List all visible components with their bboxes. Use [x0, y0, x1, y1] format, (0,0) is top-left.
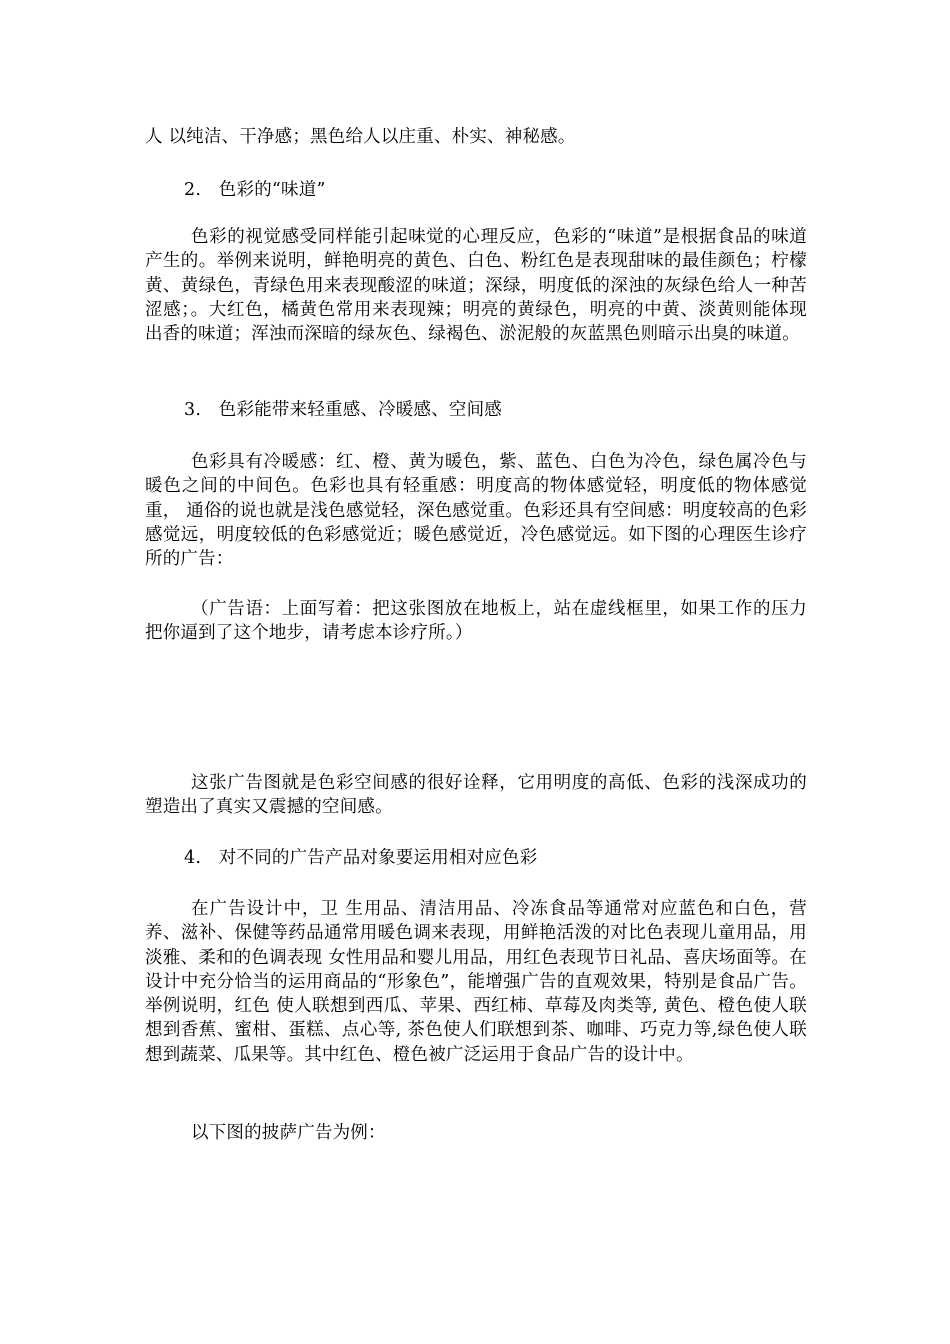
paragraph-color-taste: 色彩的视觉感受同样能引起味觉的心理反应，色彩的“味道”是根据食品的味道产生的。举例来说明，鲜艳明亮的黄色、白色、粉红色是表现甜味的最佳颜色；柠檬黄、黄绿色，青绿色用来表现酸涩的味道；深绿，明度低的深浊的灰绿色给人一种苦涩感；。大红色，橘黄色常用来表现辣；明亮的黄绿色，明亮的中黄、淡黄则能体现出香的味道；浑浊而深暗的绿灰色、绿褐色、淤泥般的灰蓝黑色则暗示出臭的味道。: [145, 227, 807, 345]
section-heading-3: 3. 色彩能带来轻重感、冷暖感、空间感: [184, 400, 502, 420]
section-heading-4: 4. 对不同的广告产品对象要运用相对应色彩: [184, 848, 538, 868]
paragraph-space-explanation: 这张广告图就是色彩空间感的很好诠释，它用明度的高低、色彩的浅深成功的塑造出了真实又震撼的空间感。: [145, 773, 807, 818]
section-heading-2: 2. 色彩的“味道”: [184, 180, 326, 200]
paragraph-color-temperature-weight-space: 色彩具有冷暖感：红、橙、黄为暖色，紫、蓝色、白色为冷色，绿色属冷色与暖色之间的中间色。色彩也具有轻重感：明度高的物体感觉轻，明度低的物体感觉重， 通俗的说也就是浅色感觉轻，深色感觉重。色彩还具有空间感：明度较高的色彩感觉远，明度较低的色彩感觉近；暖色感觉近，冷色感觉远。如下图的心理医生诊疗 所的广告：: [145, 452, 807, 570]
paragraph-ad-slogan: （广告语：上面写着：把这张图放在地板上，站在虚线框里，如果工作的压力把你逼到了这个地步，请考虑本诊疗所。）: [145, 599, 807, 644]
paragraph-pizza-example: 以下图的披萨广告为例：: [191, 1123, 386, 1143]
paragraph-product-colors: 在广告设计中，卫 生用品、清洁用品、冷冻食品等通常对应蓝色和白色，营养、滋补、保健等药品通常用暖色调来表现，用鲜艳活泼的对比色表现儿童用品，用淡雅、柔和的色调表现 女性用品和婴儿用品，用红色表现节日礼品、喜庆场面等。在设计中充分恰当的运用商品的“形象色”，能增强广告的直观效果，特别是食品广告。举例说明，红色 使人联想到西瓜、苹果、西红柿、草莓及肉类等, 黄色、橙色使人联想到香蕉、蜜柑、蛋糕、点心等, 茶色使人们联想到茶、咖啡、巧克力等,绿色使人联想到蔬菜、瓜果等。其中红色、橙色被广泛运用于食品广告的设计中。: [145, 899, 807, 1065]
paragraph-continuation: 人 以纯洁、干净感；黑色给人以庄重、朴实、神秘感。: [145, 127, 576, 147]
